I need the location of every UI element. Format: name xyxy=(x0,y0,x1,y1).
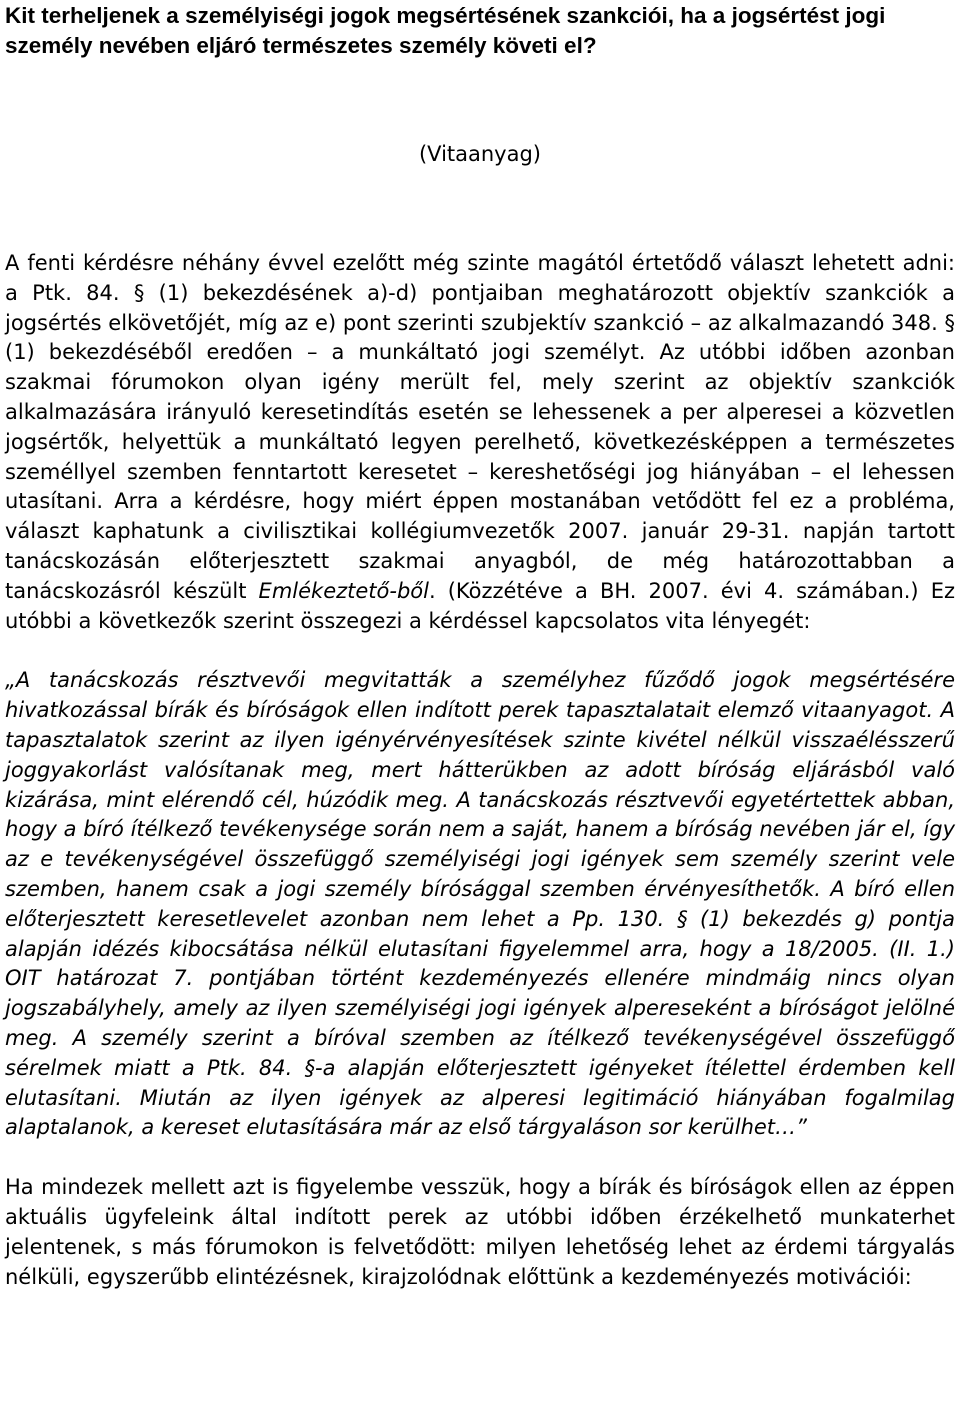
intro-paragraph-text-after: . (Közzétéve a BH. 2007. évi 4. számában.) Ez utóbbi a következők szerint összegezi a kérdéssel kapcsolatos vita lényegét: xyxy=(5,578,955,633)
closing-paragraph: Ha mindezek mellett azt is figyelembe vesszük, hogy a bírák és bíróságok ellen az éppen aktuális ügyfeleink által indított perek az utóbbi időben érzékelhető munkaterhet jelentenek, s más fórumokon is felvetődött: milyen lehetőség lehet az érdemi tárgyalás nélküli, egyszerűbb elintézésnek, kirajzolódnak előttünk a kezdeményezés motivációi: xyxy=(5,1175,955,1289)
document-subtitle: (Vitaanyag) xyxy=(418,142,542,166)
intro-paragraph-emphasis: Emlékeztető-ből xyxy=(258,578,429,603)
intro-paragraph-text: A fenti kérdésre néhány évvel ezelőtt még szinte magától értetődő választ lehetett adni: a Ptk. 84. § (1) bekezdésének a)-d) pontjaiban meghatározott objektív szankciók a jogsértés elkövetőjét, míg az e) pont szerinti szubjektív szankció – az alkalmazandó 348. § (1) bekezdéséből eredően – a munkáltató jogi személyt. Az utóbbi időben azonban szakmai fórumokon olyan igény merült fel, mely szerint az objektív szankciók alkalmazására irányuló keresetindítás esetén se lehessenek a per alperesei a közvetlen jogsértők, helyettük a munkáltató legyen perelhető, következésképpen a természetes személlyel szemben fenntartott keresetet – kereshetőségi jog hiányában – el lehessen utasítani. Arra a kérdésre, hogy miért éppen mostanában vetődött fel ez a probléma, választ kaphatunk a civilisztikai kollégiumvezetők 2007. január 29-31. napján tartott tanácskozásán előterjesztett szakmai anyagból, de még határozottabban a tanácskozásról készült xyxy=(5,251,955,603)
quoted-summary: „A tanácskozás résztvevői megvitatták a személyhez fűződő jogok megsértésére hivatkozással bírák és bíróságok ellen indított perek tapasztalatait elemző vitaanyagot. A tapasztalatok szerint az ilyen igényérvényesítések szinte kivétel nélkül visszaélésszerű joggyakorlást valósítanak meg, mert hátterükben az adott bíróság eljárásból való kizárása, mint elérendő cél, húzódik meg. A tanácskozás résztvevői egyetértettek abban, hogy a bíró ítélkező tevékenysége során nem a saját, hanem a bíróság nevében jár el, így az e tevékenységével összefüggő személyiségi jogi igények sem személy szerint vele szemben, hanem csak a jogi személy bírósággal szemben érvényesíthetők. A bíró ellen előterjesztett keresetlevelet azonban nem lehet a Pp. 130. § (1) bekezdés g) pontja alapján idézés kibocsátása nélkül elutasítani figyelemmel arra, hogy a 18/2005. (II. 1.) OIT határozat 7. pontjában történt kezdeményezés ellenére mindmáig nincs olyan jogszabályhely, amely az ilyen személyiségi jogi igények alpereseként a bíróságot jelölné meg. A személy szerint a bíróval szemben az ítélkező tevékenységével összefüggő sérelmek miatt a Ptk. 84. §-a alapján előterjesztett igényeket ítélettel érdemben kell elutasítani. Miután az ilyen igények az alperesi legitimáció hiányában fogalmilag alaptalanok, a kereset elutasítására már az első tárgyaláson sor kerülhet…” xyxy=(5,668,955,1140)
document-title: Kit terheljenek a személyiségi jogok megsértésének szankciói, ha a jogsértést jogi személy nevében eljáró természetes személy követi el? xyxy=(5,3,886,58)
document-page xyxy=(5,0,955,1292)
intro-paragraph xyxy=(5,249,955,636)
